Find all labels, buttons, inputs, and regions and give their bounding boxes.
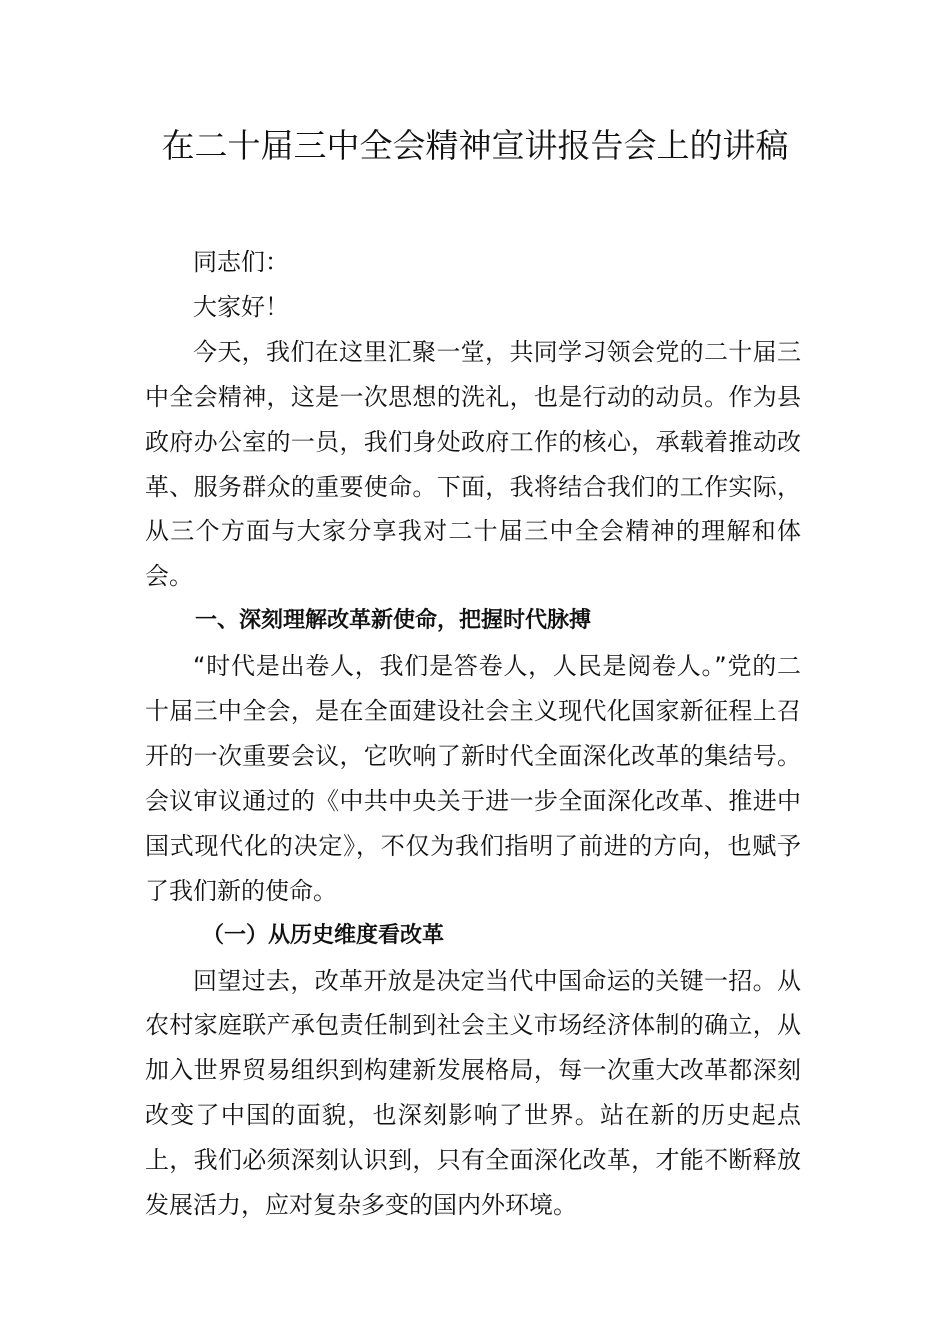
document-body [145,240,801,1228]
subsection-1-paragraph: 回望过去，改革开放是决定当代中国命运的关键一招。从农村家庭联产承包责任制到社会主义市场经济体制的确立，从加入世界贸易组织到构建新发展格局，每一次重大改革都深刻改变了中国的面貌，也深刻影响了世界。站在新的历史起点上，我们必须深刻认识到，只有全面深化改革，才能不断释放发展活力，应对复杂多变的国内外环境。 [145,966,801,1220]
salutation: 同志们： [193,248,289,276]
greeting: 大家好！ [193,292,289,321]
subsection-1-heading: （一）从历史维度看改革 [202,922,445,948]
intro-paragraph: 今天，我们在这里汇聚一堂，共同学习领会党的二十届三中全会精神，这是一次思想的洗礼，也是行动的动员。作为县政府办公室的一员，我们身处政府工作的核心，承载着推动改革、服务群众的重要使命。下面，我将结合我们的工作实际，从三个方面与大家分享我对二十届三中全会精神的理解和体会。 [145,337,801,591]
document-title: 在二十届三中全会精神宣讲报告会上的讲稿 [161,126,789,165]
section-1-heading: 一、深刻理解改革新使命，把握时代脉搏 [195,608,592,634]
section-1-paragraph: “时代是出卷人，我们是答卷人，人民是阅卷人。”党的二十届三中全会，是在全面建设社会主义现代化国家新征程上召开的一次重要会议，它吹响了新时代全面深化改革的集结号。会议审议通过的《中共中央关于进一步全面深化改革、推进中国式现代化的决定》，不仅为我们指明了前进的方向，也赋予了我们新的使命。 [145,652,801,905]
